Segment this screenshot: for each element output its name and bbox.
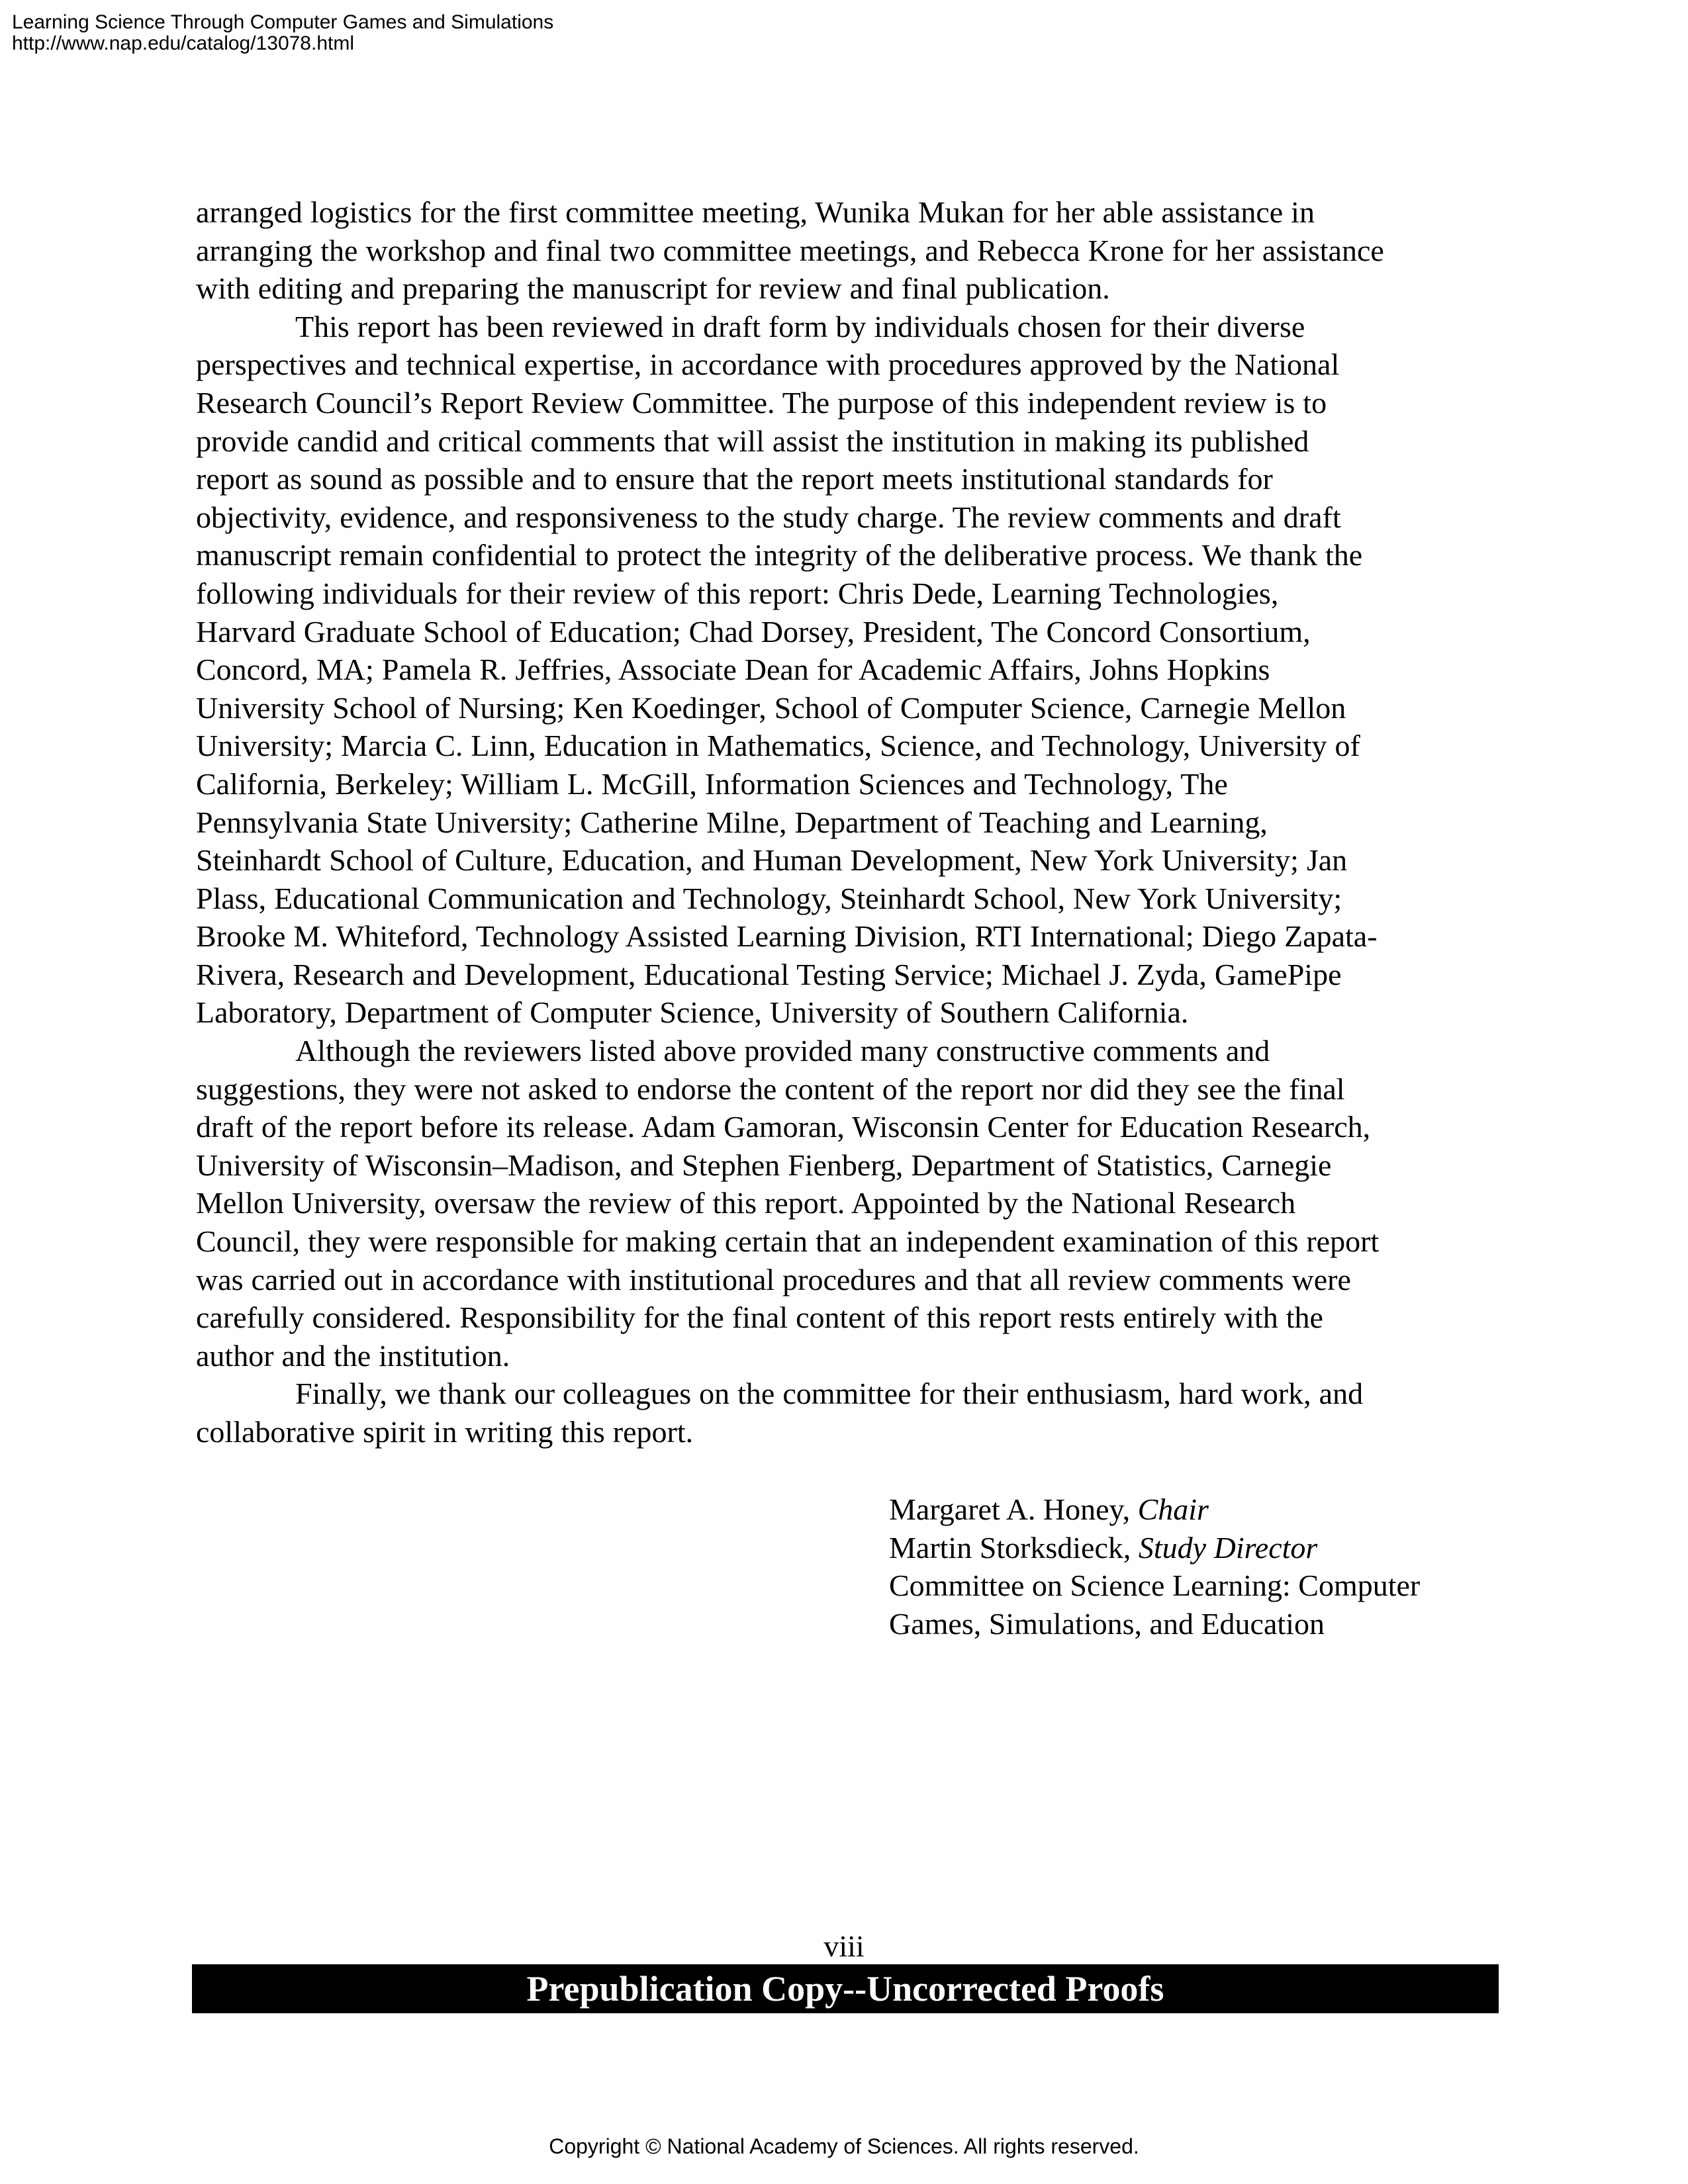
copyright-footer: Copyright © National Academy of Sciences. All rights reserved.	[549, 2134, 1139, 2158]
page-number: viii	[823, 1929, 865, 1963]
chair-role: Chair	[1137, 1492, 1209, 1526]
signature-chair-line	[889, 1490, 1485, 1529]
director-name: Martin Storksdieck,	[889, 1530, 1139, 1565]
committee-line-2: Games, Simulations, and Education	[889, 1606, 1325, 1641]
header-url[interactable]: http://www.nap.edu/catalog/13078.html	[12, 32, 355, 54]
header-title: Learning Science Through Computer Games and Simulations	[12, 11, 554, 33]
committee-line-1: Committee on Science Learning: Computer	[889, 1569, 1421, 1603]
paragraph-1: arranged logistics for the first committee meeting, Wunika Mukan for her able assistance in arranging the workshop and final two committee meetings, and Rebecca Krone for her assistance with editing and preparing the manuscript for review and final publication.	[196, 195, 1384, 306]
signature-director-line	[889, 1529, 1485, 1567]
signature-block	[889, 1490, 1485, 1643]
paragraph-2: This report has been reviewed in draft form by individuals chosen for their diverse perspectives and technical expertise, in accordance with procedures approved by the National Research Council’s Report Review Committee. The purpose of this independent review is to provide candid and critical comments that will assist the institution in making its published report as sound as possible and to ensure that the report meets institutional standards for objectivity, evidence, and responsiveness to the study charge. The review comments and draft manuscript remain confidential to protect the integrity of the deliberative process. We thank the following individuals for their review of this report: Chris Dede, Learning Technologies, Harvard Graduate School of Education; Chad Dorsey, President, The Concord Consortium, Concord, MA; Pamela R. Jeffries, Associate Dean for Academic Affairs, Johns Hopkins University School of Nursing; Ken Koedinger, School of Computer Science, Carnegie Mellon University; Marcia C. Linn, Education in Mathematics, Science, and Technology, University of California, Berkeley; William L. McGill, Information Sciences and Technology, The Pennsylvania State University; Catherine Milne, Department of Teaching and Learning, Steinhardt School of Culture, Education, and Human Development, New York University; Jan Plass, Educational Communication and Technology, Steinhardt School, New York University; Brooke M. Whiteford, Technology Assisted Learning Division, RTI International; Diego Zapata- Rivera, Research and Development, Educational Testing Service; Michael J. Zyda, GamePipe Laboratory, Department of Computer Science, University of Southern California.	[196, 309, 1378, 1030]
prepublication-banner: Prepublication Copy--Uncorrected Proofs	[192, 1964, 1499, 2013]
paragraph-3: Although the reviewers listed above provided many constructive comments and suggestions, they were not asked to endorse the content of the report nor did they see the final draft of the report before its release. Adam Gamoran, Wisconsin Center for Education Research, University of Wisconsin–Madison, and Stephen Fienberg, Department of Statistics, Carnegie Mellon University, oversaw the review of this report. Appointed by the National Research Council, they were responsible for making certain that an independent examination of this report was carried out in accordance with institutional procedures and that all review comments were carefully considered. Responsibility for the final content of this report rests entirely with the author and the institution.	[196, 1034, 1380, 1373]
director-role: Study Director	[1138, 1530, 1318, 1565]
body-text	[196, 193, 1487, 1451]
chair-name: Margaret A. Honey,	[889, 1492, 1138, 1526]
page-header	[12, 12, 553, 54]
paragraph-4: Finally, we thank our colleagues on the committee for their enthusiasm, hard work, and collaborative spirit in writing this report.	[196, 1377, 1364, 1449]
